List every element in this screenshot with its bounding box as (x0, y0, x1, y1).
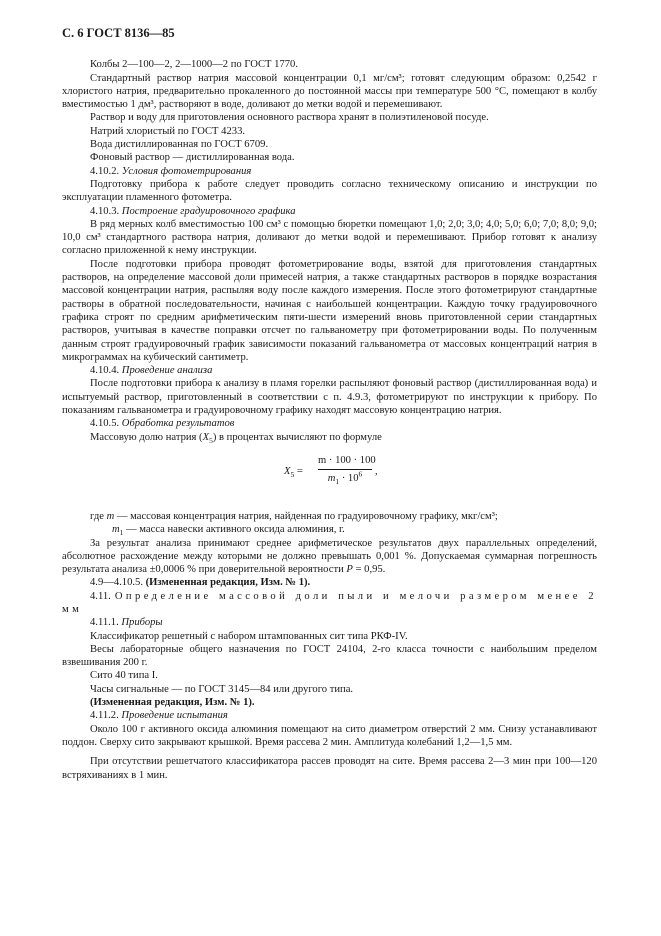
section-title: Определение массовой доли пыли и мелочи размером менее 2 мм (62, 590, 597, 615)
section-title: Проведение испытания (121, 710, 228, 722)
section-number: 4.11.2. (90, 710, 119, 722)
paragraph-formula-intro: Массовую долю натрия $(X_5)$ в процентах вычисляют по формуле (90, 431, 382, 445)
section-number: 4.11.1. (90, 617, 119, 629)
paragraph-classifier: Классификатор решетный с набором штампованных сит типа РКФ-IV. (90, 630, 408, 642)
section-title: Обработка результатов (121, 418, 235, 430)
section-number: 4.10.3. (90, 205, 120, 217)
paragraph-calibration-procedure: После подготовки прибора проводят фотометрирование воды, взятой для приготовления стандартных растворов, на определение массовой доли примесей натрия, а также стандартных растворов в порядке возрастания массовой концентрации натрия, распыляя воду после каждого измерения. После этого фотометрируют стандартные растворы в обратной последовательности, начиная с наибольшей концентрации. Каждую точку градуировочного графика строят по средним арифметическим пяти-шести измерений вновь приготовленной серии стандартных растворов, учитывая в качестве поправки отсчет по гальванометру при фотометрировании воды. По полученным данным строят градуировочный график зависимости показаний гальванометра от массовых концентраций натрия в микрограммах на кубический сантиметр. (62, 258, 597, 363)
paragraph-calibration-flasks: В ряд мерных колб вместимостью 100 см³ с помощью бюретки помещают 1,0; 2,0; 3,0; 4,0; 5,0; 6,0; 7,0; 8,0; 9,0; 10,0 см³ стандартного раствора натрия, доливают до метки водой и перемешивают. Прибор готовят к анализу согласно приложенной к нему инструкции. (62, 218, 597, 257)
section-title: Построение градуировочного графика (121, 205, 296, 217)
section-4-10-2-heading (62, 165, 597, 178)
section-4-11-2-heading (62, 709, 597, 722)
formula-comma: , (375, 465, 378, 477)
paragraph-background-solution: Фоновый раствор — дистиллированная вода. (90, 152, 295, 164)
section-number: 4.11. (90, 590, 115, 602)
paragraph-where-m1: $m_1$ — масса навески активного оксида алюминия, г. (112, 524, 345, 538)
paragraph-standard-solution: Стандартный раствор натрия массовой концентрации 0,1 мг/см³; готовят следующим образом: 0,2542 г хлористого натрия, предварительно прокаленного до постоянной массы при температуре 500 °С, помещают в колбу вместимостью 1 дм³, растворяют в воде, доливают до метки водой и перемешивают. (62, 72, 597, 111)
section-4-11-1-heading (62, 616, 597, 629)
page-header: С. 6 ГОСТ 8136—85 (62, 26, 175, 40)
paragraph-flasks: Колбы 2—100—2, 2—1000—2 по ГОСТ 1770. (90, 59, 299, 71)
section-4-10-5-heading (62, 417, 597, 430)
paragraph-scales: Весы лабораторные общего назначения по ГОСТ 24104, 2-го класса точности с наибольшим пределом взвешивания 200 г. (62, 643, 597, 669)
paragraph-storage: Раствор и воду для приготовления основного раствора хранят в полиэтиленовой посуде. (90, 112, 489, 124)
section-title: Проведение анализа (121, 365, 213, 377)
section-number: 4.10.5. (90, 418, 120, 430)
section-title: Условия фотометрирования (121, 165, 252, 177)
section-4-10-4-heading (62, 364, 597, 377)
section-number: 4.10.2. (90, 165, 120, 177)
paragraph-sodium-chloride: Натрий хлористый по ГОСТ 4233. (90, 125, 246, 137)
formula (62, 448, 597, 500)
section-4-10-3-heading (62, 205, 597, 218)
formula-numerator: m · 100 · 100 (318, 454, 372, 470)
paragraph-timer: Часы сигнальные — по ГОСТ 3145—84 или другого типа. (90, 683, 354, 695)
paragraph-test-procedure: Около 100 г активного оксида алюминия помещают на сито диаметром отверстий 2 мм. Снизу устанавливают поддон. Сверху сито закрывают крышкой. Время рассева 2 мин. Амплитуда колебаний 1,2—1,5 мм. (62, 723, 597, 748)
formula-lhs: $X_5$ = (284, 465, 306, 480)
paragraph-sieve: Сито 40 типа I. (90, 670, 158, 682)
paragraph-distilled-water: Вода дистиллированная по ГОСТ 6709. (90, 139, 269, 151)
section-number: 4.10.4. (90, 365, 120, 377)
formula-fraction (318, 454, 376, 487)
paragraph-amendment: 4.9—4.10.5. (Измененная редакция, Изм. № 1). (90, 577, 311, 589)
paragraph-where-m: где m — массовая концентрация натрия, найденная по градуировочному графику, мкг/см³; (90, 510, 498, 522)
paragraph-device-preparation: Подготовку прибора к работе следует проводить согласно техническому описанию и инструкции по эксплуатации пламенного фотометра. (62, 178, 597, 204)
paragraph-sieving: При отсутствии решетчатого классификатора рассев проводят на сите. Время рассева 2—3 мин при 100—120 встряхиваниях в 1 мин. (62, 756, 597, 781)
section-title: Приборы (121, 617, 163, 629)
formula-denominator: $m_1 \cdot 10^6$ (327, 469, 363, 487)
section-4-11-heading (62, 590, 597, 617)
paragraph-analysis: После подготовки прибора к анализу в пламя горелки распыляют фоновый раствор (дистиллированная вода) и испытуемый раствор, приготовленный в соответствии с п. 4.9.3, фотометрируют по инструкции к прибору. По показаниям гальванометра и градуировочному графику находят массовую концентрацию натрия. (62, 378, 597, 417)
paragraph-amendment-2: (Измененная редакция, Изм. № 1). (90, 697, 255, 709)
paragraph-result: За результат анализа принимают среднее арифметическое результатов двух параллельных определений, абсолютное расхождение между которыми не должно превышать 0,001 %. Допускаемая суммарная погрешность результата анализа ±0,0006 % при доверительной вероятности P = 0,95. (62, 537, 597, 576)
